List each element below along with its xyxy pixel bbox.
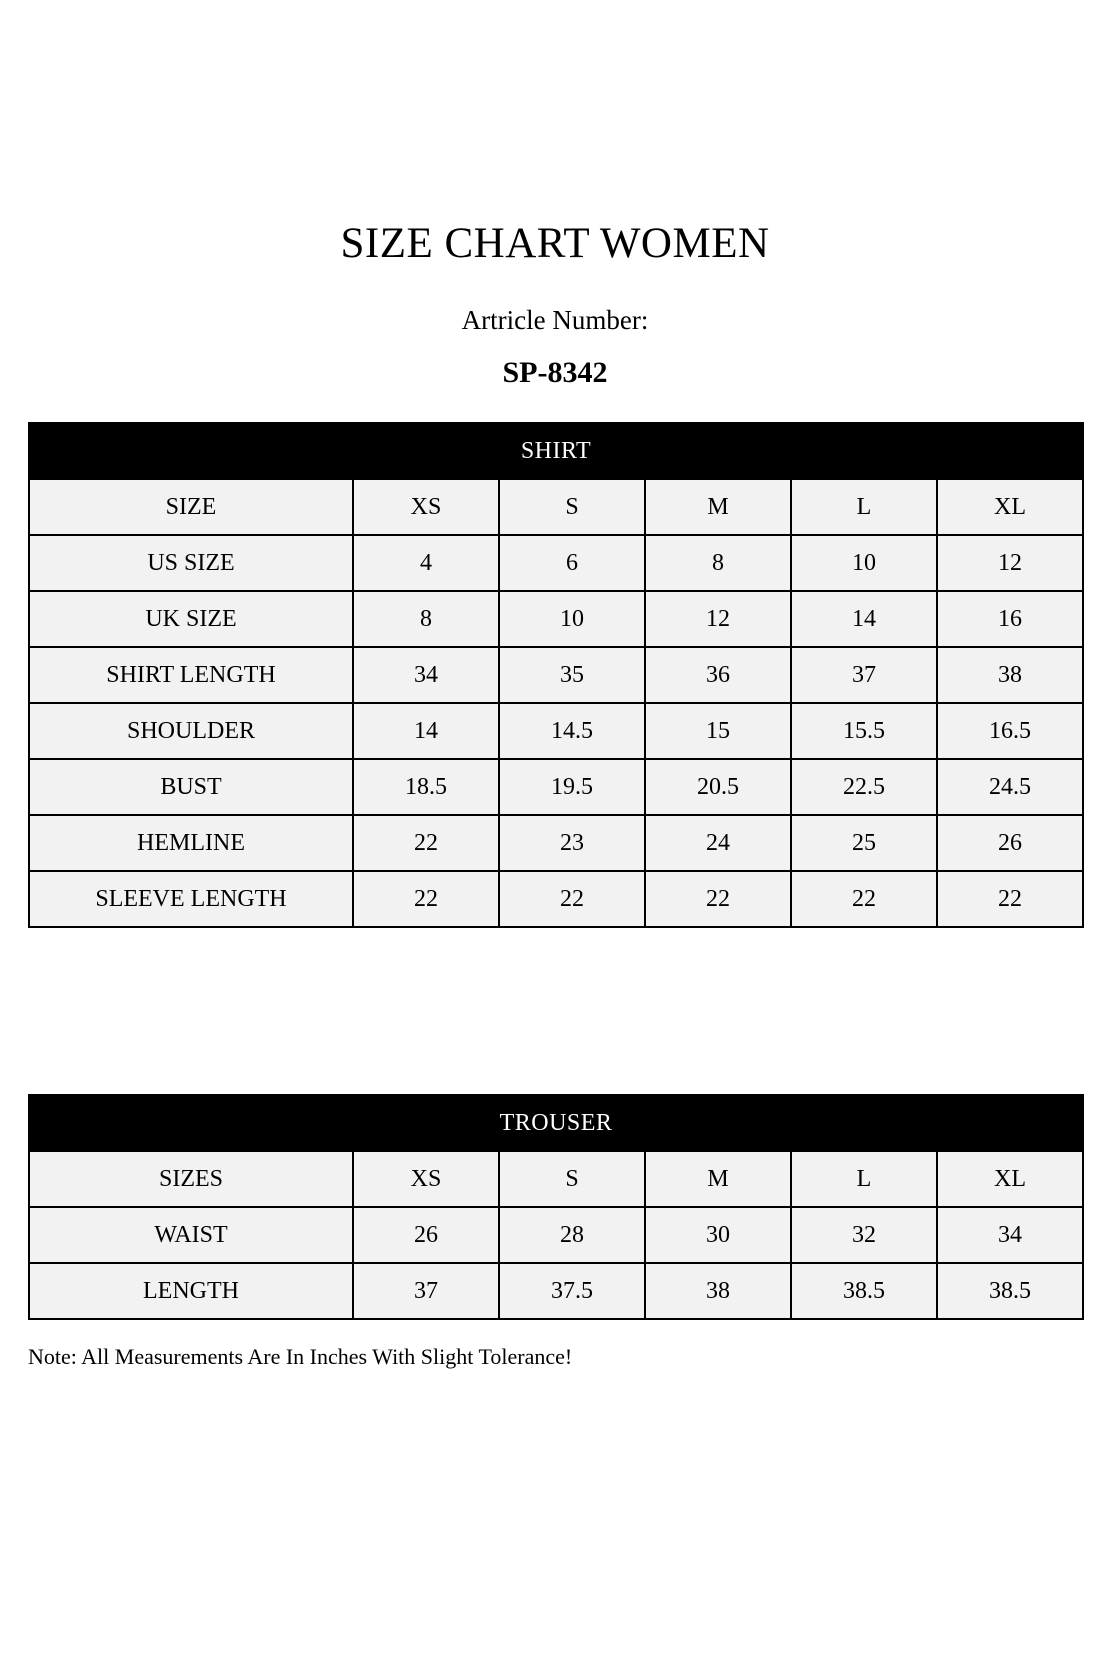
row-cell: 12 [937, 535, 1083, 591]
row-cell: 24 [645, 815, 791, 871]
row-cell: 37 [353, 1263, 499, 1319]
shirt-size-table [28, 422, 1084, 928]
row-cell: 26 [353, 1207, 499, 1263]
trouser-size-table [28, 1094, 1084, 1320]
row-cell: 14 [353, 703, 499, 759]
trouser-band-title: TROUSER [29, 1095, 1083, 1151]
table-row [29, 703, 1083, 759]
row-label: BUST [29, 759, 353, 815]
row-cell: 38.5 [791, 1263, 937, 1319]
table-row [29, 759, 1083, 815]
row-cell: 34 [353, 647, 499, 703]
row-cell: 30 [645, 1207, 791, 1263]
row-label: US SIZE [29, 535, 353, 591]
row-cell: 16.5 [937, 703, 1083, 759]
trouser-header-row [29, 1151, 1083, 1207]
row-cell: 24.5 [937, 759, 1083, 815]
measurements-note: Note: All Measurements Are In Inches With Slight Tolerance! [28, 1344, 573, 1369]
row-cell: 20.5 [645, 759, 791, 815]
row-cell: 4 [353, 535, 499, 591]
shirt-header-m: M [645, 479, 791, 535]
row-cell: 38.5 [937, 1263, 1083, 1319]
row-label: LENGTH [29, 1263, 353, 1319]
shirt-header-xs: XS [353, 479, 499, 535]
row-label: SLEEVE LENGTH [29, 871, 353, 927]
row-cell: 14 [791, 591, 937, 647]
row-cell: 19.5 [499, 759, 645, 815]
row-cell: 18.5 [353, 759, 499, 815]
row-label: SHIRT LENGTH [29, 647, 353, 703]
row-cell: 34 [937, 1207, 1083, 1263]
row-cell: 15.5 [791, 703, 937, 759]
table-row [29, 1207, 1083, 1263]
row-cell: 22 [791, 871, 937, 927]
trouser-header-s: S [499, 1151, 645, 1207]
row-cell: 38 [645, 1263, 791, 1319]
shirt-band-title: SHIRT [29, 423, 1083, 479]
trouser-header-xl: XL [937, 1151, 1083, 1207]
row-cell: 22 [353, 871, 499, 927]
trouser-header-l: L [791, 1151, 937, 1207]
row-cell: 37 [791, 647, 937, 703]
row-cell: 37.5 [499, 1263, 645, 1319]
row-cell: 14.5 [499, 703, 645, 759]
row-cell: 36 [645, 647, 791, 703]
page-title: SIZE CHART WOMEN [340, 220, 770, 267]
table-row [29, 1263, 1083, 1319]
row-cell: 22 [499, 871, 645, 927]
row-cell: 28 [499, 1207, 645, 1263]
row-cell: 10 [791, 535, 937, 591]
row-cell: 6 [499, 535, 645, 591]
row-cell: 23 [499, 815, 645, 871]
row-cell: 26 [937, 815, 1083, 871]
trouser-table-wrapper [28, 1094, 1082, 1320]
row-cell: 22 [645, 871, 791, 927]
table-row [29, 815, 1083, 871]
row-cell: 15 [645, 703, 791, 759]
row-label: HEMLINE [29, 815, 353, 871]
row-cell: 22 [937, 871, 1083, 927]
article-label: Artricle Number: [461, 305, 649, 335]
shirt-header-s: S [499, 479, 645, 535]
trouser-header-sizes: SIZES [29, 1151, 353, 1207]
article-number: SP-8342 [502, 356, 608, 389]
row-cell: 35 [499, 647, 645, 703]
row-cell: 10 [499, 591, 645, 647]
shirt-header-row [29, 479, 1083, 535]
row-cell: 16 [937, 591, 1083, 647]
table-row [29, 591, 1083, 647]
row-label: SHOULDER [29, 703, 353, 759]
shirt-band-row [29, 423, 1083, 479]
table-row [29, 871, 1083, 927]
row-cell: 38 [937, 647, 1083, 703]
trouser-header-xs: XS [353, 1151, 499, 1207]
row-cell: 12 [645, 591, 791, 647]
shirt-header-size: SIZE [29, 479, 353, 535]
row-cell: 22 [353, 815, 499, 871]
trouser-header-m: M [645, 1151, 791, 1207]
row-cell: 32 [791, 1207, 937, 1263]
row-label: WAIST [29, 1207, 353, 1263]
row-cell: 8 [645, 535, 791, 591]
row-cell: 25 [791, 815, 937, 871]
row-label: UK SIZE [29, 591, 353, 647]
row-cell: 22.5 [791, 759, 937, 815]
shirt-table-wrapper [28, 422, 1082, 928]
shirt-header-xl: XL [937, 479, 1083, 535]
row-cell: 8 [353, 591, 499, 647]
shirt-header-l: L [791, 479, 937, 535]
table-row [29, 647, 1083, 703]
trouser-band-row [29, 1095, 1083, 1151]
table-row [29, 535, 1083, 591]
